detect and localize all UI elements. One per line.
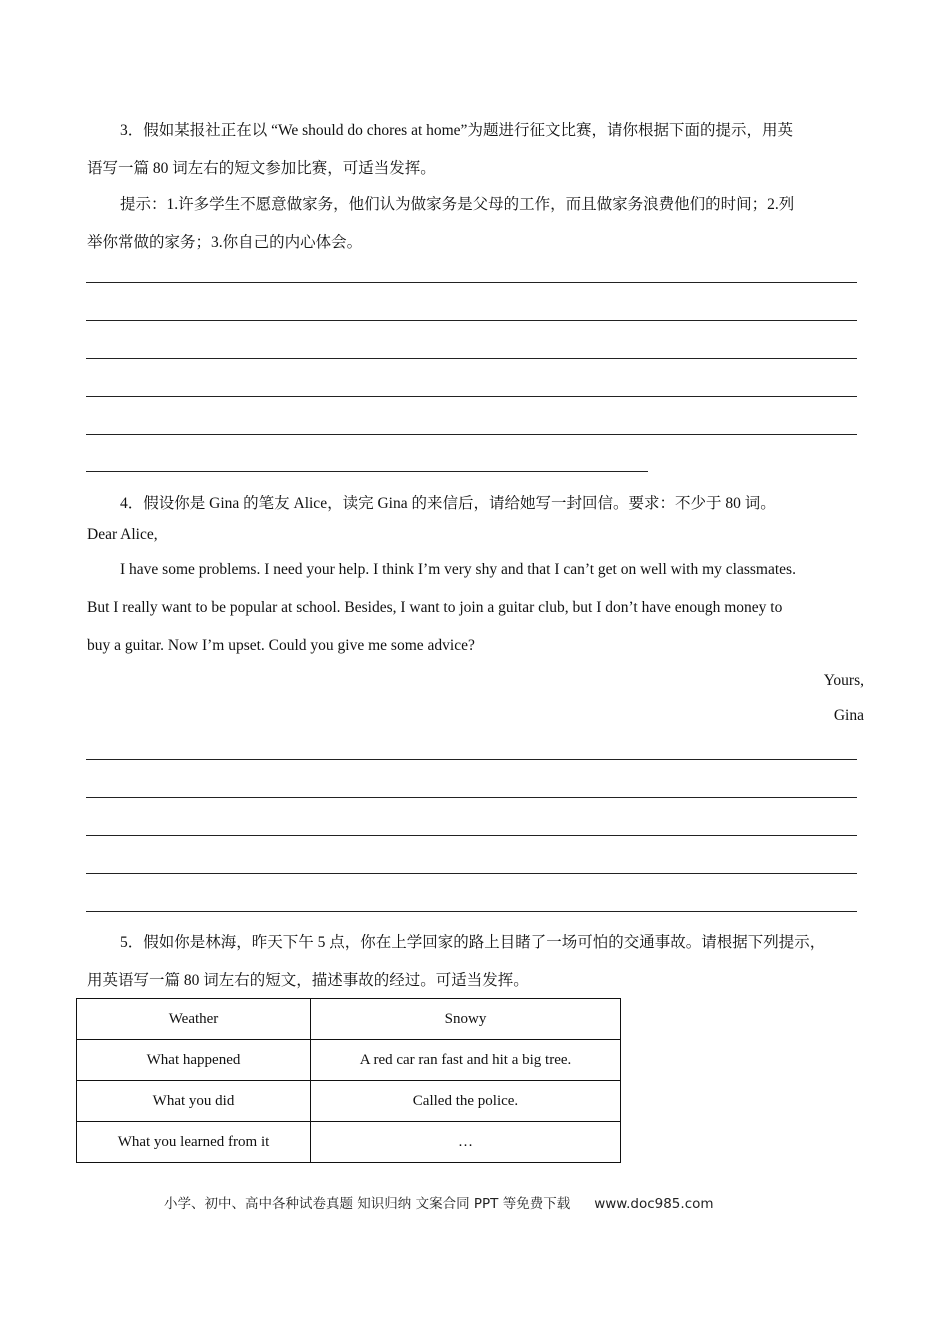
q3-answer-line-short[interactable] (86, 471, 648, 472)
q4-answer-line[interactable] (86, 911, 857, 912)
table-row (77, 1081, 621, 1122)
q5-instruction-line1: 5．假如你是林海，昨天下午 5 点，你在上学回家的路上目睹了一场可怕的交通事故。请根据下列提示， (120, 934, 826, 951)
q3-answer-line[interactable] (86, 282, 857, 283)
table-row (77, 1040, 621, 1081)
q5-instruction-line2: 用英语写一篇 80 词左右的短文，描述事故的经过。可适当发挥。 (87, 972, 529, 989)
q3-answer-line[interactable] (86, 358, 857, 359)
page-footer (164, 1192, 714, 1212)
table-value: Called the police. (311, 1081, 621, 1122)
letter-body-line3: buy a guitar. Now I’m upset. Could you give me some advice? (87, 637, 475, 654)
footer-url[interactable]: www.doc985.com (594, 1196, 714, 1212)
footer-text: 小学、初中、高中各种试卷真题 知识归纳 文案合同 PPT 等免费下载 (164, 1196, 571, 1212)
letter-closing: Yours, (823, 672, 864, 689)
table-value: … (311, 1122, 621, 1163)
q4-answer-line[interactable] (86, 873, 857, 874)
letter-body-line1: I have some problems. I need your help. I think I’m very shy and that I can’t get on well with my classmates. (120, 561, 796, 578)
q3-hint-line2: 举你常做的家务；3.你自己的内心体会。 (87, 234, 363, 251)
q4-answer-line[interactable] (86, 835, 857, 836)
q3-answer-line[interactable] (86, 320, 857, 321)
table-label: What you did (77, 1081, 311, 1122)
q4-answer-line[interactable] (86, 759, 857, 760)
q4-answer-line[interactable] (86, 797, 857, 798)
table-label: What happened (77, 1040, 311, 1081)
q3-answer-line[interactable] (86, 396, 857, 397)
table-label: Weather (77, 999, 311, 1040)
q3-answer-line[interactable] (86, 434, 857, 435)
q5-info-table (76, 998, 621, 1163)
q3-instruction-line2: 语写一篇 80 词左右的短文参加比赛，可适当发挥。 (87, 160, 436, 177)
table-value: A red car ran fast and hit a big tree. (311, 1040, 621, 1081)
letter-salutation: Dear Alice, (87, 526, 158, 543)
table-value: Snowy (311, 999, 621, 1040)
table-row (77, 999, 621, 1040)
table-row (77, 1122, 621, 1163)
table-label: What you learned from it (77, 1122, 311, 1163)
letter-body-line2: But I really want to be popular at school. Besides, I want to join a guitar club, but I don’t have enough money to (87, 599, 783, 616)
q3-instruction-line1: 3．假如某报社正在以 “We should do chores at home”为题进行征文比赛，请你根据下面的提示，用英 (120, 122, 793, 139)
q3-hint-line1: 提示：1.许多学生不愿意做家务，他们认为做家务是父母的工作，而且做家务浪费他们的时间；2.列 (120, 196, 795, 213)
letter-signature: Gina (833, 707, 864, 724)
q4-instruction: 4．假设你是 Gina 的笔友 Alice，读完 Gina 的来信后，请给她写一封回信。要求：不少于 80 词。 (120, 495, 776, 512)
